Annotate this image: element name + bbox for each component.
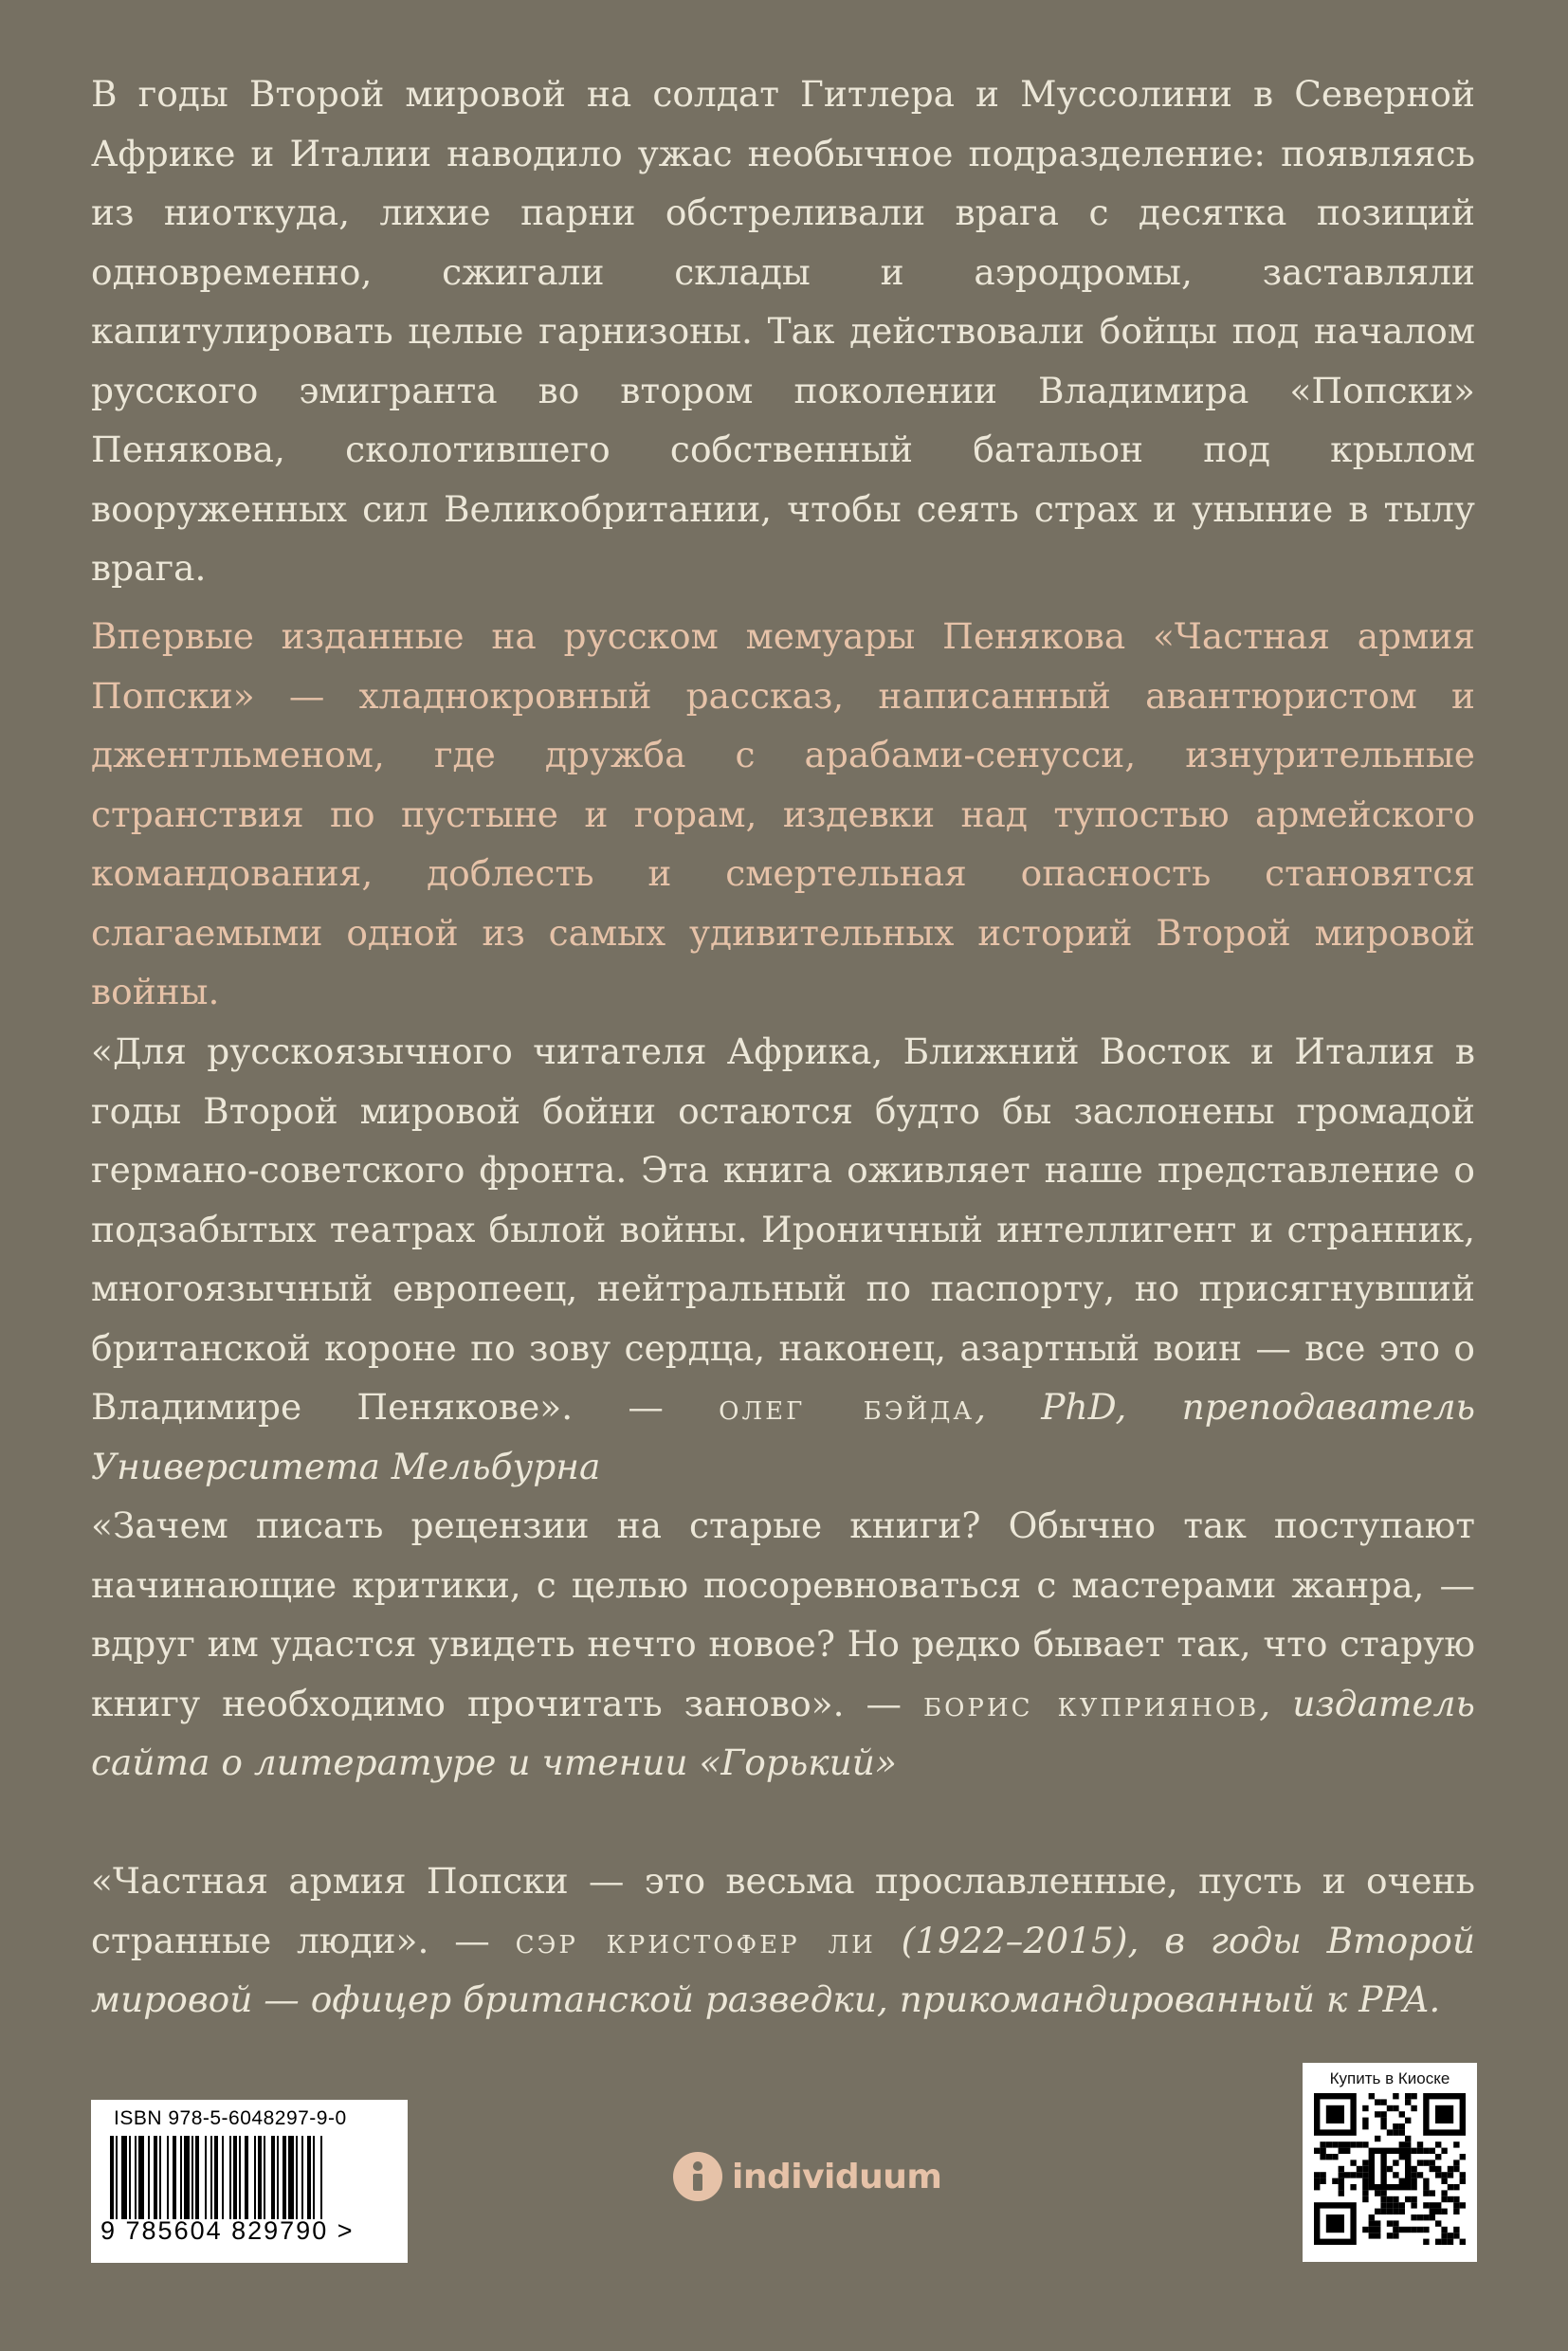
isbn-number: ISBN 978-5-6048297-9-0 (114, 2107, 347, 2129)
quote-text: «Зачем писать рецензии на старые книги? Обычно так поступают начинающие критики, с целью посоревноваться с мастерами жанра, — вдруг им удастся увидеть нечто новое? Но редко бывает так, что старую книгу необходимо прочитать заново». — (91, 1504, 1475, 1724)
review-quote-3 (91, 1851, 1475, 2030)
description-paragraph-2: Впервые изданные на русском мемуары Пенякова «Частная армия Попски» — хладнокровный рассказ, написанный авантюристом и джентльменом, где дружба с арабами-сенусси, изнурительные странствия по пустыне и горам, издевки над тупостью армейского командования, доблесть и смертельная опасность становятся слагаемыми одной из самых удивительных историй Второй мировой войны. (91, 615, 1475, 1012)
quote-author: сэр кристофер ли (515, 1919, 876, 1961)
quote-author: олег бэйда (719, 1386, 975, 1428)
barcode-bars (110, 2136, 385, 2219)
i-circle-icon (673, 2152, 722, 2201)
publisher-name: individuum (732, 2157, 942, 2196)
barcode-digits: 9 785604 829790 > (100, 2216, 355, 2245)
qr-label: Купить в Киоске (1329, 2069, 1450, 2087)
description-paragraph-1: В годы Второй мировой на солдат Гитлера и Муссолини в Северной Африке и Италии наводило ужас необычное подразделение: появляясь из ниоткуда, лихие парни обстреливали врага с десятка позиций одновременно, сжигали склады и аэродромы, заставляли капитулировать целые гарнизоны. Так действовали бойцы под началом русского эмигранта во втором поколении Владимира «Попски» Пенякова, сколотившего собственный батальон под крылом вооруженных сил Великобритании, чтобы сеять страх и уныние в тылу врага. (91, 73, 1475, 589)
publisher-logo (673, 2152, 941, 2201)
quote-text: «Частная армия Попски — это весьма прославленные, пусть и очень странные люди». — (91, 1860, 1475, 1961)
review-quote-2 (91, 1496, 1475, 1793)
quote-affiliation: , PhD, преподаватель Университета Мельбурна (91, 1386, 1475, 1487)
quote-affiliation: (1922–2015), в годы Второй мировой — офицер британской разведки, прикомандированный к PPA. (91, 1919, 1475, 2020)
review-quote-1 (91, 1022, 1475, 1496)
isbn-barcode (91, 2100, 408, 2263)
quote-text: «Для русскоязычного читателя Африка, Ближний Восток и Италия в годы Второй мировой бойни остаются будто бы заслонены громадой германо-советского фронта. Эта книга оживляет наше представление о подзабытых театрах былой войны. Ироничный интеллигент и странник, многоязычный европеец, нейтральный по паспорту, но присягнувший британской короне по зову сердца, наконец, азартный воин — все это о Владимире Пенякове». — (91, 1030, 1475, 1428)
quote-author: борис куприянов (922, 1682, 1260, 1724)
qr-code-block[interactable] (1303, 2063, 1477, 2262)
quote-affiliation: , издатель сайта о литературе и чтении «Горький» (91, 1682, 1475, 1783)
qr-code-icon[interactable] (1314, 2093, 1466, 2245)
